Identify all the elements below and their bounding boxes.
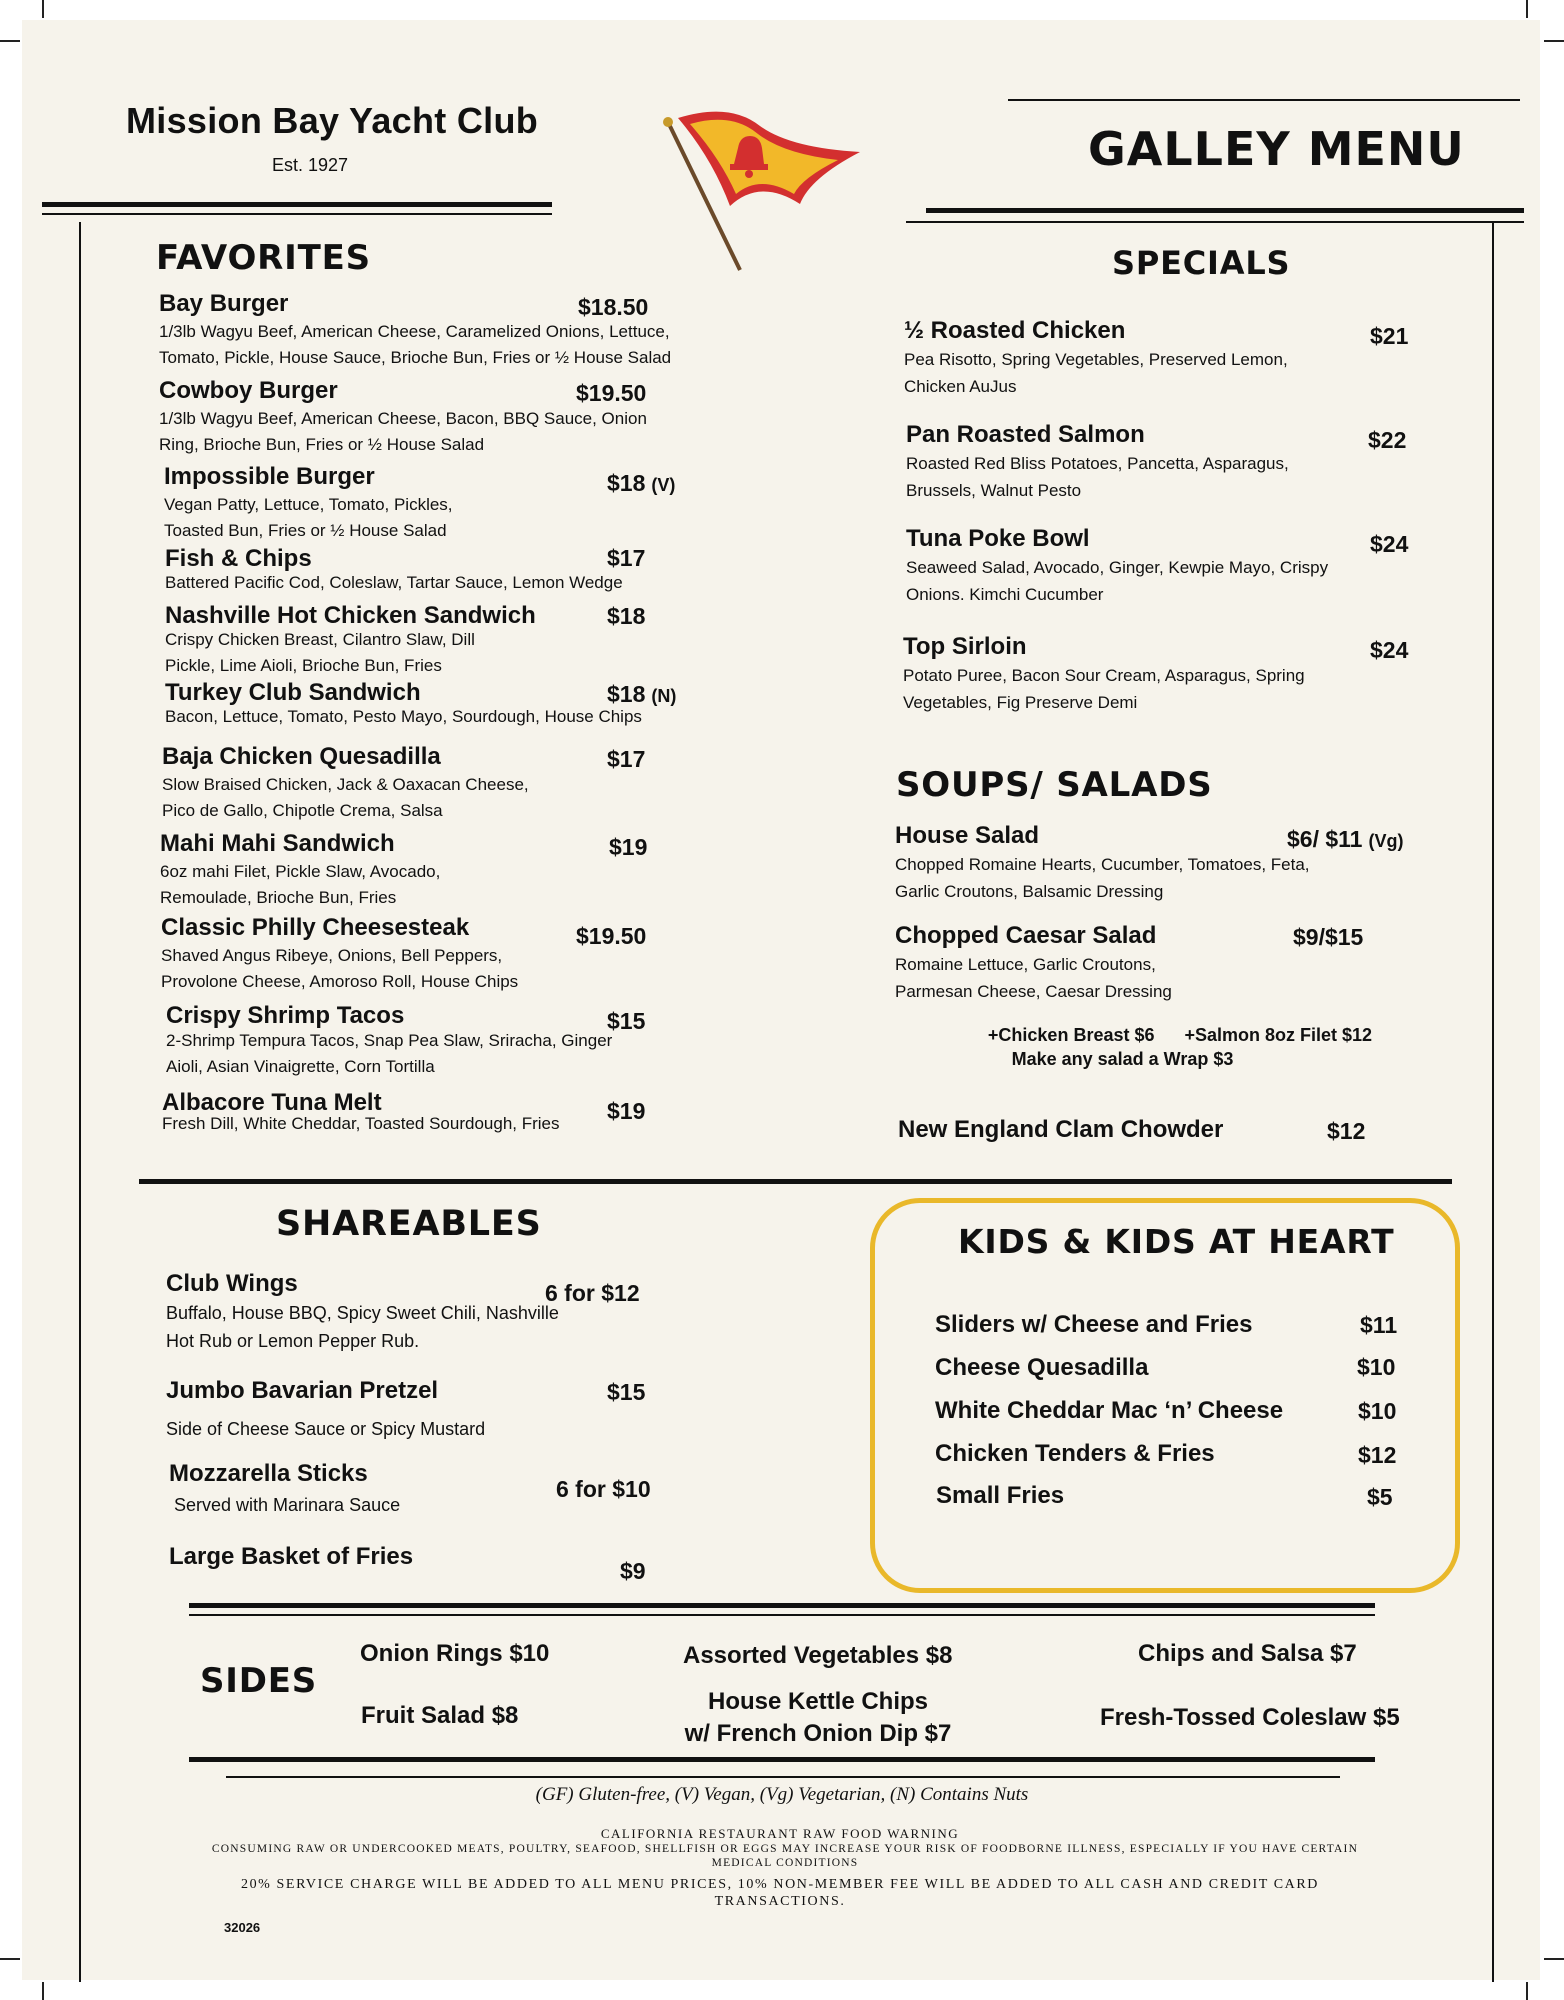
item-name: Bay Burger	[159, 290, 289, 317]
specials-title: SPECIALS	[1112, 244, 1291, 282]
item-price: $17	[607, 746, 646, 772]
side-item: Fresh-Tossed Coleslaw $5	[1100, 1704, 1400, 1731]
item-description: Shaved Angus Ribeye, Onions, Bell Peppers, Provolone Cheese, Amoroso Roll, House Chips	[161, 946, 519, 991]
salad-addons: +Chicken Breast $6 +Salmon 8oz Filet $12	[987, 1025, 1373, 1045]
item-description: Pea Risotto, Spring Vegetables, Preserved Lemon, Chicken AuJus	[904, 350, 1288, 396]
item-price: $19.50	[576, 380, 647, 406]
item-description: Crispy Chicken Breast, Cilantro Slaw, Dill Pickle, Lime Aioli, Brioche Bun, Fries	[165, 630, 475, 675]
crop-mark	[1526, 0, 1528, 18]
dietary-tag: (V)	[651, 475, 676, 495]
dietary-tag: (Vg)	[1368, 831, 1404, 851]
service-charge-notice: 20% SERVICE CHARGE WILL BE ADDED TO ALL MENU PRICES, 10% NON-MEMBER FEE WILL BE ADDED TO ALL CASH AND CREDIT CARD TRANSACTIONS.	[240, 1877, 1320, 1909]
item-description: 1/3lb Wagyu Beef, American Cheese, Bacon, BBQ Sauce, Onion Ring, Brioche Bun, Fries or ½ House Salad	[159, 409, 647, 454]
crop-mark	[42, 1982, 44, 2000]
item-name: Impossible Burger	[164, 463, 375, 490]
item-name: Chopped Caesar Salad	[895, 922, 1157, 949]
item-name: ½ Roasted Chicken	[904, 317, 1126, 344]
menu-item	[904, 317, 1344, 400]
item-name: Turkey Club Sandwich	[165, 679, 421, 706]
crop-mark	[0, 1958, 20, 1960]
item-price-line	[607, 470, 675, 497]
item-price: $24	[1370, 531, 1409, 557]
menu-item	[164, 463, 494, 544]
item-name: Baja Chicken Quesadilla	[162, 743, 441, 770]
item-name: Pan Roasted Salmon	[906, 421, 1145, 448]
divider	[42, 213, 552, 215]
item-description: Chopped Romaine Hearts, Cucumber, Tomatoes, Feta, Garlic Croutons, Balsamic Dressing	[895, 855, 1310, 901]
sides-title: SIDES	[200, 1661, 318, 1701]
item-price: $9	[620, 1558, 646, 1584]
frame-line	[79, 222, 81, 1982]
item-description: Buffalo, House BBQ, Spicy Sweet Chili, Nashville Hot Rub or Lemon Pepper Rub.	[166, 1303, 559, 1351]
favorites-title: FAVORITES	[156, 238, 371, 278]
menu-title: GALLEY MENU	[1088, 122, 1465, 176]
divider	[139, 1179, 1452, 1184]
item-description: Roasted Red Bliss Potatoes, Pancetta, Asparagus, Brussels, Walnut Pesto	[906, 454, 1289, 500]
side-item: Chips and Salsa $7	[1138, 1640, 1357, 1667]
menu-code: 32026	[224, 1920, 261, 1935]
menu-item	[895, 822, 1315, 905]
item-description: Fresh Dill, White Cheddar, Toasted Sourdough, Fries	[162, 1114, 560, 1133]
divider	[189, 1603, 1375, 1608]
divider	[226, 1776, 1340, 1778]
menu-item	[906, 525, 1336, 608]
side-item-line: w/ French Onion Dip $7	[684, 1720, 952, 1747]
dietary-tag: (N)	[651, 686, 677, 706]
item-name: Top Sirloin	[903, 633, 1027, 660]
menu-item	[903, 633, 1323, 716]
side-item: Fruit Salad $8	[361, 1702, 519, 1729]
menu-item	[165, 602, 536, 679]
kids-item-name: Sliders w/ Cheese and Fries	[935, 1311, 1253, 1338]
item-description: Vegan Patty, Lettuce, Tomato, Pickles, Toasted Bun, Fries or ½ House Salad	[164, 495, 453, 540]
menu-item	[906, 421, 1346, 504]
menu-item	[160, 830, 470, 911]
item-description: Side of Cheese Sauce or Spicy Mustard	[166, 1419, 486, 1439]
kids-item-name: White Cheddar Mac ‘n’ Cheese	[935, 1397, 1284, 1424]
divider	[42, 202, 552, 207]
item-name: House Salad	[895, 822, 1040, 849]
menu-item	[895, 922, 1215, 1005]
kids-item-name: Small Fries	[936, 1482, 1065, 1509]
crop-mark	[1526, 1982, 1528, 2000]
shareables-title: SHAREABLES	[276, 1204, 542, 1244]
item-price-line	[607, 681, 676, 708]
item-name: Nashville Hot Chicken Sandwich	[165, 602, 536, 629]
item-description: Romaine Lettuce, Garlic Croutons, Parmesan Cheese, Caesar Dressing	[895, 955, 1172, 1001]
raw-food-warning-title: CALIFORNIA RESTAURANT RAW FOOD WARNING	[600, 1826, 960, 1841]
item-name: Crispy Shrimp Tacos	[166, 1002, 405, 1029]
item-price-line	[1287, 826, 1403, 853]
item-price: $9/$15	[1293, 924, 1364, 950]
side-item	[680, 1686, 956, 1750]
item-name: Cowboy Burger	[159, 377, 338, 404]
item-name: Large Basket of Fries	[169, 1543, 414, 1570]
salad-wrap-option: Make any salad a Wrap $3	[1011, 1049, 1234, 1069]
established-year: Est. 1927	[272, 155, 349, 175]
item-description: 2-Shrimp Tempura Tacos, Snap Pea Slaw, Sriracha, Ginger Aioli, Asian Vinaigrette, Corn Tortilla	[166, 1031, 613, 1076]
kids-title: KIDS & KIDS AT HEART	[958, 1222, 1395, 1261]
crop-mark	[42, 0, 44, 18]
menu-item	[166, 1270, 566, 1355]
item-price: $18	[607, 470, 646, 496]
item-name: Jumbo Bavarian Pretzel	[166, 1377, 439, 1404]
item-description: Served with Marinara Sauce	[174, 1495, 401, 1515]
menu-item	[166, 1377, 566, 1442]
crop-mark	[1544, 1958, 1564, 1960]
menu-item	[166, 1002, 636, 1080]
item-price: $6/ $11	[1287, 826, 1363, 852]
frame-line	[1492, 222, 1494, 1982]
item-description: Potato Puree, Bacon Sour Cream, Asparagus, Spring Vegetables, Fig Preserve Demi	[903, 666, 1305, 712]
raw-food-warning-text: CONSUMING RAW OR UNDERCOOKED MEATS, POULTRY, SEAFOOD, SHELLFISH OR EGGS MAY INCREASE YOUR RISK OF FOODBORNE ILLNESS, ESPECIALLY IF YOU HAVE CERTAIN MEDICAL CONDITIONS	[211, 1843, 1359, 1869]
menu-item	[162, 743, 562, 824]
pennant-flag-bell-icon	[660, 108, 870, 283]
kids-item-price: $11	[1360, 1312, 1398, 1338]
divider	[189, 1614, 1375, 1616]
divider	[1008, 99, 1520, 101]
soups-salads-title: SOUPS/ SALADS	[896, 765, 1213, 805]
item-price: $19	[609, 834, 648, 860]
kids-item-price: $10	[1357, 1354, 1396, 1380]
crop-mark	[0, 40, 20, 42]
item-price: $17	[607, 545, 646, 571]
clam-chowder-price: $12	[1327, 1118, 1366, 1144]
divider	[189, 1757, 1375, 1762]
item-price: $21	[1370, 323, 1409, 349]
item-description: Bacon, Lettuce, Tomato, Pesto Mayo, Sourdough, House Chips	[165, 707, 642, 726]
menu-item	[169, 1543, 569, 1571]
item-description: Battered Pacific Cod, Coleslaw, Tartar Sauce, Lemon Wedge	[165, 573, 623, 592]
item-price: 6 for $12	[545, 1280, 640, 1306]
dietary-legend: (GF) Gluten-free, (V) Vegan, (Vg) Vegetarian, (N) Contains Nuts	[535, 1784, 1029, 1805]
item-price: $18	[607, 681, 646, 707]
item-name: Fish & Chips	[165, 545, 312, 572]
side-item-line: House Kettle Chips	[707, 1688, 929, 1715]
item-price: $19.50	[576, 923, 647, 949]
item-description: Seaweed Salad, Avocado, Ginger, Kewpie Mayo, Crispy Onions. Kimchi Cucumber	[906, 558, 1329, 604]
crop-mark	[1544, 40, 1564, 42]
kids-item-name: Chicken Tenders & Fries	[935, 1440, 1215, 1467]
item-name: Tuna Poke Bowl	[906, 525, 1090, 552]
side-item: Assorted Vegetables $8	[683, 1642, 953, 1669]
menu-item	[161, 914, 581, 995]
item-price: $15	[607, 1008, 646, 1034]
item-name: Albacore Tuna Melt	[162, 1089, 382, 1116]
item-price: $15	[607, 1379, 646, 1405]
kids-item-price: $12	[1358, 1442, 1397, 1468]
item-description: 6oz mahi Filet, Pickle Slaw, Avocado, Remoulade, Brioche Bun, Fries	[160, 862, 441, 907]
item-price: 6 for $10	[556, 1476, 651, 1502]
item-name: Mahi Mahi Sandwich	[160, 830, 395, 857]
clam-chowder-name: New England Clam Chowder	[898, 1116, 1224, 1143]
menu-item	[169, 1460, 569, 1518]
side-item: Onion Rings $10	[360, 1640, 550, 1667]
divider	[906, 221, 1524, 223]
item-price: $18	[607, 603, 646, 629]
kids-item-name: Cheese Quesadilla	[935, 1354, 1149, 1381]
item-name: Club Wings	[166, 1270, 298, 1297]
item-price: $18.50	[578, 294, 649, 320]
kids-item-price: $5	[1367, 1484, 1393, 1510]
club-name: Mission Bay Yacht Club	[126, 100, 539, 141]
item-price: $24	[1370, 637, 1409, 663]
divider	[926, 208, 1524, 213]
item-name: Mozzarella Sticks	[169, 1460, 368, 1487]
item-price: $22	[1368, 427, 1407, 453]
item-price: $19	[607, 1098, 646, 1124]
item-name: Classic Philly Cheesesteak	[161, 914, 470, 941]
item-description: 1/3lb Wagyu Beef, American Cheese, Caramelized Onions, Lettuce, Tomato, Pickle, House Sauce, Brioche Bun, Fries or ½ House Salad	[159, 322, 672, 367]
kids-item-price: $10	[1358, 1398, 1397, 1424]
menu-item	[162, 1089, 632, 1137]
item-description: Slow Braised Chicken, Jack & Oaxacan Cheese, Pico de Gallo, Chipotle Crema, Salsa	[162, 775, 529, 820]
